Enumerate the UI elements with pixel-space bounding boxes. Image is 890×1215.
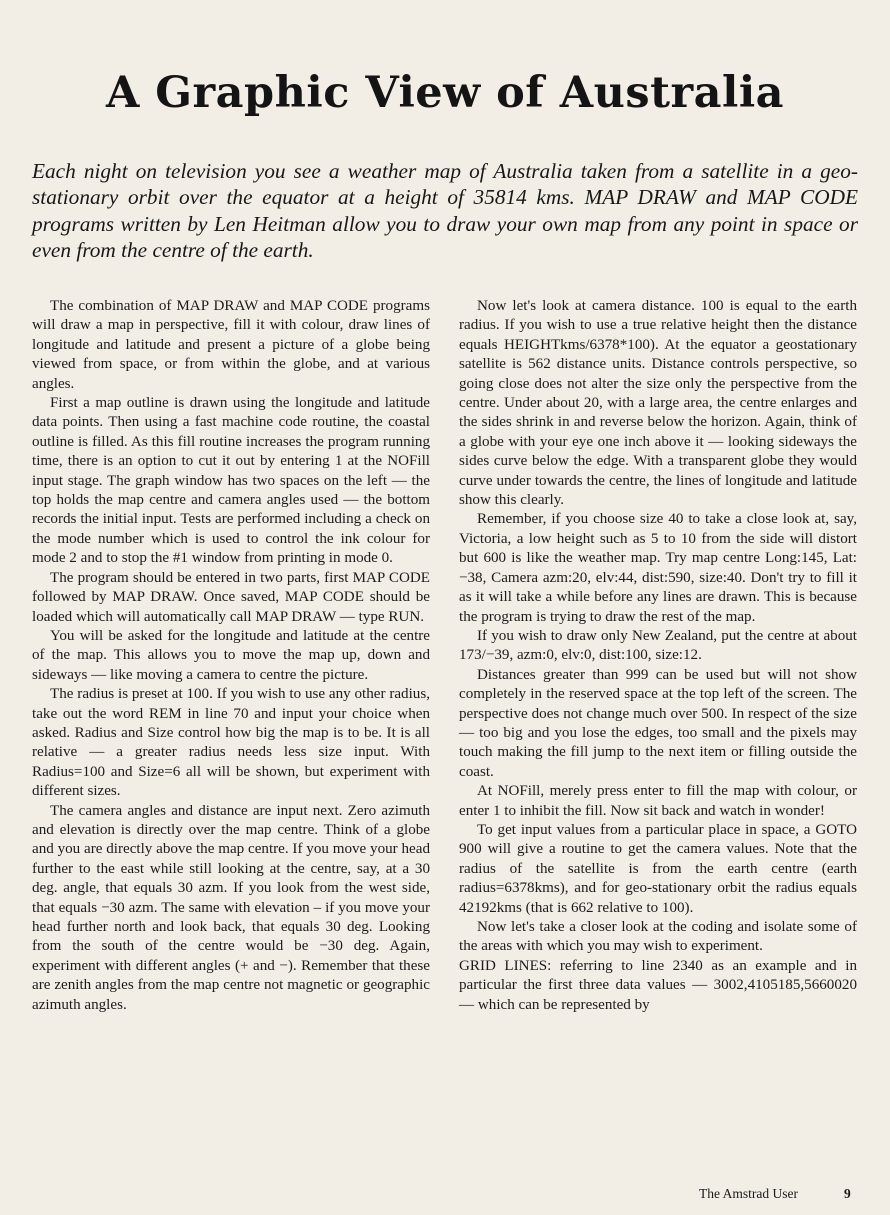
- paragraph: GRID LINES: referring to line 2340 as an example and in particular the first three data values — 3002,4105185,5660020 — which can be represented by: [459, 957, 857, 1013]
- left-column: [32, 297, 430, 1015]
- paragraph: At NOFill, merely press enter to fill the map with colour, or enter 1 to inhibit the fill. Now sit back and watch in wonder!: [459, 783, 857, 819]
- paragraph: The program should be entered in two parts, first MAP CODE followed by MAP DRAW. Once saved, MAP CODE should be loaded which will automatically call MAP DRAW — type RUN.: [32, 569, 430, 625]
- paragraph: If you wish to draw only New Zealand, put the centre at about 173/−39, azm:0, elv:0, dist:100, size:12.: [459, 627, 857, 664]
- paragraph: To get input values from a particular place in space, a GOTO 900 will give a routine to get the camera values. Note that the radius of the satellite is from the earth centre (earth radius=6378kms), and for geo-stationary orbit the radius equals 42192kms (that is 662 relative to 100).: [459, 821, 857, 916]
- paragraph: Distances greater than 999 can be used but will not show completely in the reserved space at the top left of the screen. The perspective does not change much over 500. In respect of the size — too big and you lose the edges, too small and the pixels may touch making the fill jump to the next item or filling outside the coast.: [459, 666, 857, 780]
- right-column: [459, 297, 857, 1015]
- magazine-name: The Amstrad User: [699, 1186, 798, 1201]
- page-number: 9: [844, 1186, 851, 1201]
- article-standfirst: Each night on television you see a weather map of Australia taken from a satellite in a geo-stationary orbit over the equator at a height of 35814 kms. MAP DRAW and MAP CODE programs written by Len Heitman allow you to draw your own map from any point in space or even from the centre of the earth.: [32, 159, 858, 263]
- paragraph: The camera angles and distance are input next. Zero azimuth and elevation is directly over the map centre. Think of a globe and you are directly above the map centre. If you move your head further to the east while still looking at the centre, say, at a 30 deg. angle, that equals 30 azm. If you look from the west side, that equals −30 azm. The same with elevation – if you move your head further north and look back, that equals 30 deg. Looking from the south of the centre would be −30 deg. Again, experiment with different angles (+ and −). Remember that these are zenith angles from the map centre not magnetic or geographic azimuth angles.: [32, 802, 430, 1013]
- article-title: A Graphic View of Australia: [105, 68, 785, 118]
- paragraph: Remember, if you choose size 40 to take a close look at, say, Victoria, a low height such as 5 to 10 from the side will distort but 600 is like the weather map. Try map centre Long:145, Lat:−38, Camera azm:20, elv:44, dist:590, size:40. Don't try to fill it as it will take a while before any lines are drawn. This is because the program is trying to draw the rest of the map.: [459, 511, 857, 625]
- paragraph: Now let's take a closer look at the coding and isolate some of the areas with which you may wish to experiment.: [459, 919, 857, 955]
- paragraph: First a map outline is drawn using the longitude and latitude data points. Then using a fast machine code routine, the coastal outline is filled. As this fill routine increases the program running time, there is an option to cut it out by entering 1 at the NOFill input stage. The graph window has two spaces on the left — the top holds the map centre and camera angles used — the bottom records the initial input. Tests are performed including a check on the mode number which is used to control the ink colour for mode 2 and to stop the #1 window from printing in mode 0.: [32, 395, 430, 567]
- paragraph: The combination of MAP DRAW and MAP CODE programs will draw a map in perspective, fill it with colour, draw lines of longitude and latitude and present a picture of a globe being viewed from space, or from within the globe, and at various angles.: [32, 298, 430, 392]
- paragraph: Now let's look at camera distance. 100 is equal to the earth radius. If you wish to use a true relative height then the distance equals HEIGHTkms/6378*100). At the equator a geostationary satellite is 562 distance units. Distance controls perspective, so going close does not alter the size only the perspective from the centre. Under about 20, with a large area, the centre enlarges and the sides shrink in and reverse below the horizon. Again, think of a globe with your eye one inch above it — looking sideways the sides curve below the edge. With a transparent globe they would curve under towards the centre, the lines of longitude and latitude show this clearly.: [459, 298, 857, 509]
- paragraph: The radius is preset at 100. If you wish to use any other radius, take out the word REM in line 70 and input your choice when asked. Radius and Size control how big the map is to be. It is all relative — a greater radius needs less size input. With Radius=100 and Size=6 all will be shown, but experiment with different sizes.: [32, 686, 430, 800]
- paragraph: You will be asked for the longitude and latitude at the centre of the map. This allows you to move the map up, down and sideways — like moving a camera to centre the picture.: [32, 627, 430, 683]
